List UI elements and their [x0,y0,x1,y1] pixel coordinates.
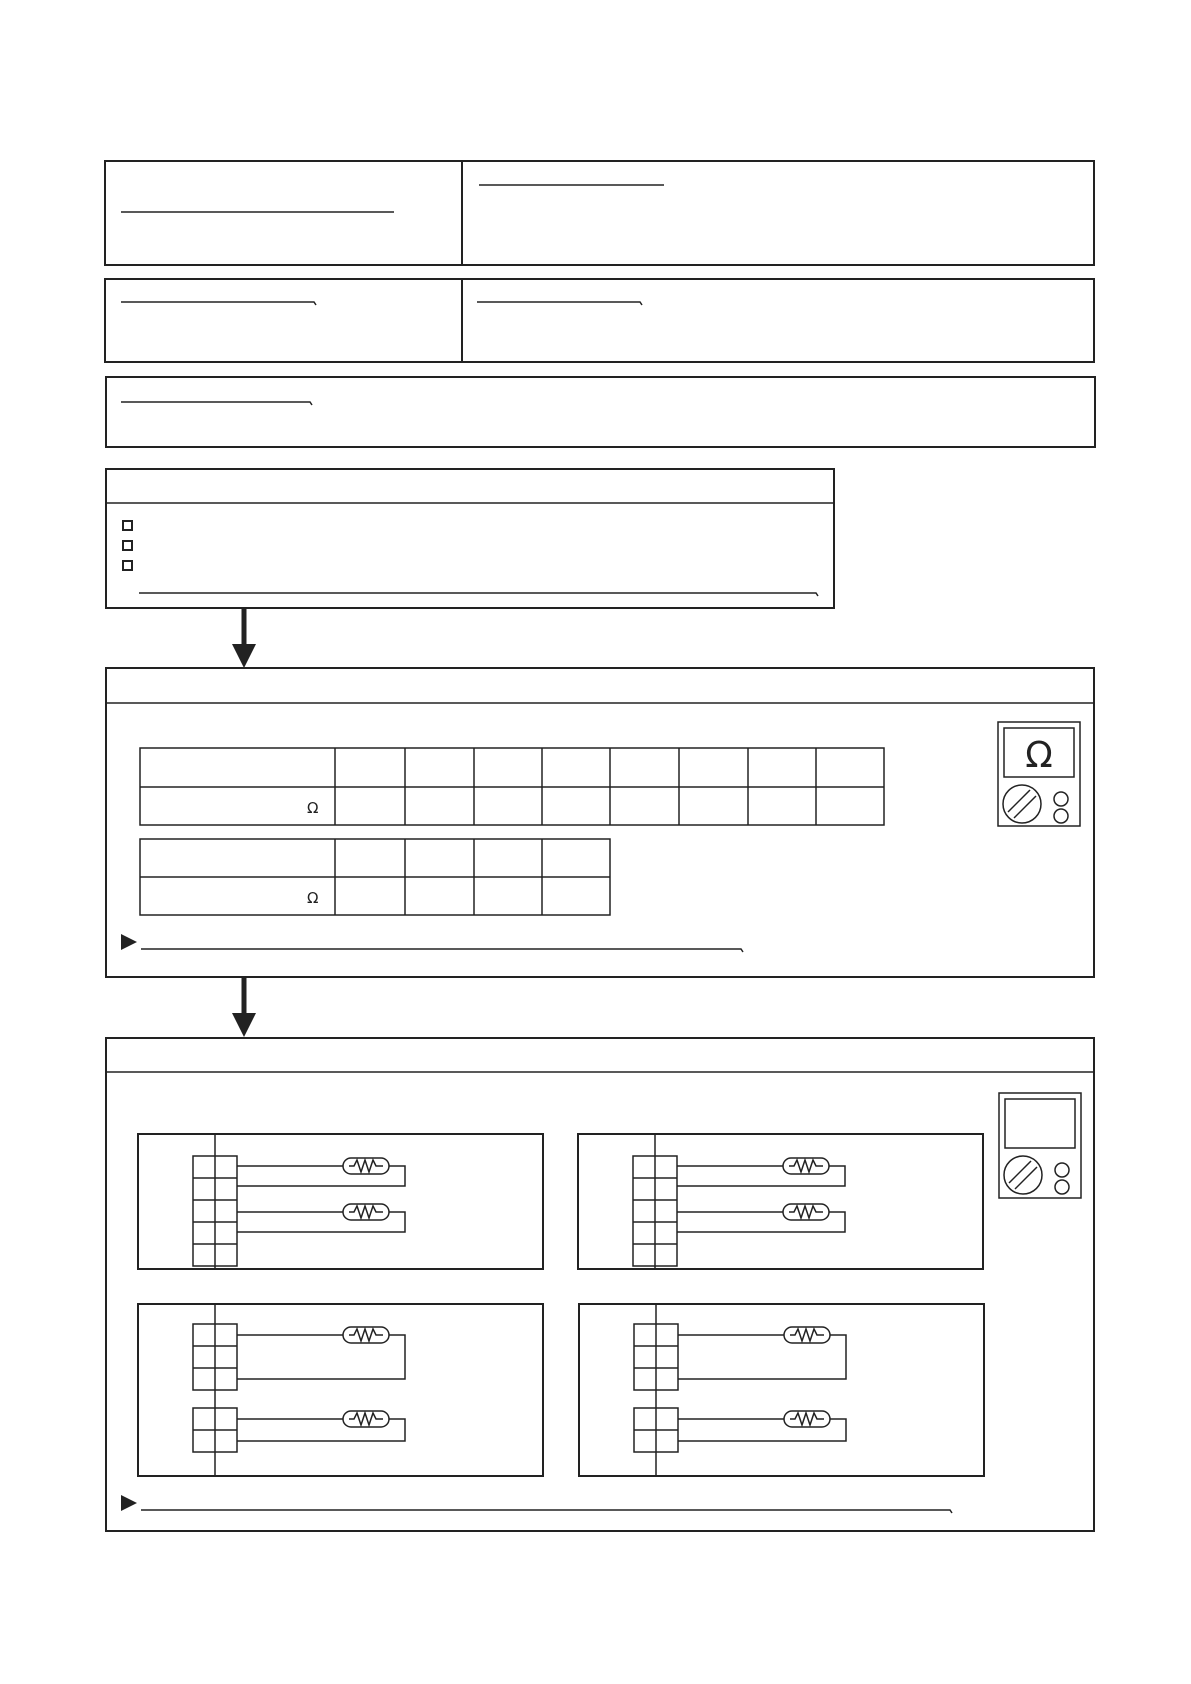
thermistor-circuit-2 [237,1204,405,1232]
ohm-unit-label: Ω [307,799,319,817]
arrow-down-icon [232,608,256,668]
thermistor-circuit-1 [678,1327,846,1379]
wiring-diagram-b [578,1134,983,1269]
thermistor-circuit-2 [677,1204,845,1232]
checklist-box [106,469,834,608]
header-underline-3 [121,402,312,405]
header-underline-left-2 [121,302,316,305]
resistance-check-box [106,668,1094,977]
checkbox-icon [123,521,132,530]
wiring-check-box [106,1038,1094,1531]
thermistor-circuit-1 [677,1158,845,1186]
header-row-3 [106,377,1095,447]
checklist-underline [139,593,818,596]
thermistor-circuit-2 [237,1411,405,1441]
header-underline-right-2 [477,302,642,305]
header-row-1 [105,161,1094,265]
thermistor-circuit-1 [237,1327,405,1379]
thermistor-circuit-1 [237,1158,405,1186]
triangle-bullet-icon [121,934,137,950]
thermistor-circuit-2 [678,1411,846,1441]
wiring-diagram-c [138,1304,543,1476]
multimeter-icon [999,1093,1081,1198]
step2-underline [141,949,743,952]
triangle-bullet-icon [121,1495,137,1511]
arrow-down-icon [232,977,256,1037]
checkbox-icon [123,561,132,570]
wiring-diagram-a [138,1134,543,1269]
checkbox-icon [123,541,132,550]
meter-display-ohm: Ω [1025,735,1053,776]
header-row-2 [105,279,1094,362]
resistance-table-2 [140,839,610,915]
ohm-unit-label: Ω [307,889,319,907]
step3-underline [141,1510,952,1513]
resistance-table-1 [140,748,884,825]
wiring-diagram-d [579,1304,984,1476]
